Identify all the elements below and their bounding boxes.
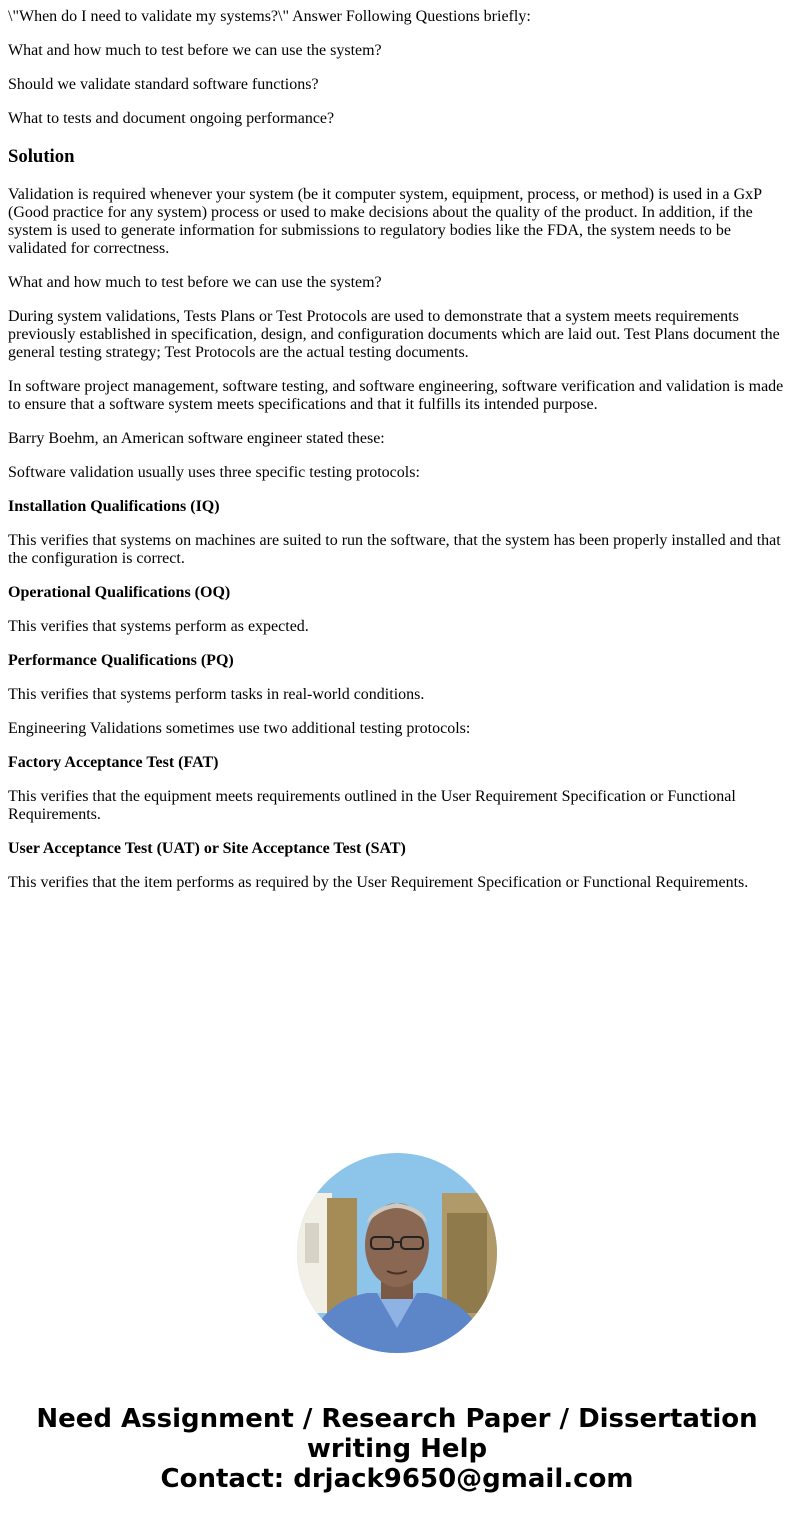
solution-paragraph-1: Validation is required whenever your system (be it computer system, equipment, process, or method) is used in a GxP (Good practice for any system) process or used to make decisions about the quality of the product. In addition, if the system is used to generate information for submissions to regulatory bodies like the FDA, the system needs to be validated for correctness.: [8, 186, 762, 257]
solution-paragraph-2: What and how much to test before we can use the system?: [8, 274, 382, 291]
iq-text: This verifies that systems on machines are suited to run the software, that the system has been properly installed and that the configuration is correct.: [8, 532, 781, 567]
tutor-avatar: [297, 1153, 497, 1353]
pq-title: Performance Qualifications (PQ): [8, 652, 234, 669]
question-3: What to tests and document ongoing performance?: [8, 110, 335, 127]
article-content: [8, 8, 786, 908]
promo-line-2: writing Help: [306, 1434, 488, 1464]
solution-paragraph-6: Software validation usually uses three specific testing protocols:: [8, 464, 420, 481]
uat-text: This verifies that the item performs as required by the User Requirement Specification or Functional Requirements.: [8, 874, 749, 891]
pq-text: This verifies that systems perform tasks in real-world conditions.: [8, 686, 425, 703]
promo-line-1: Need Assignment / Research Paper / Dissertation: [36, 1404, 758, 1434]
question-1: What and how much to test before we can use the system?: [8, 42, 382, 59]
iq-title: Installation Qualifications (IQ): [8, 498, 220, 515]
tutor-portrait-image: [297, 1153, 497, 1353]
question-2: Should we validate standard software functions?: [8, 76, 319, 93]
solution-paragraph-5: Barry Boehm, an American software engineer stated these:: [8, 430, 385, 447]
oq-title: Operational Qualifications (OQ): [8, 584, 231, 601]
promo-banner: [0, 1404, 794, 1494]
uat-title: User Acceptance Test (UAT) or Site Acceptance Test (SAT): [8, 840, 406, 857]
solution-heading: Solution: [8, 146, 75, 167]
oq-text: This verifies that systems perform as expected.: [8, 618, 309, 635]
solution-paragraph-3: During system validations, Tests Plans or Test Protocols are used to demonstrate that a system meets requirements previously established in specification, design, and configuration documents which are laid out. Test Plans document the general testing strategy; Test Protocols are the actual testing documents.: [8, 308, 780, 361]
fat-title: Factory Acceptance Test (FAT): [8, 754, 219, 771]
promo-contact[interactable]: Contact: drjack9650@gmail.com: [160, 1464, 634, 1494]
fat-text: This verifies that the equipment meets requirements outlined in the User Requirement Specification or Functional Requirements.: [8, 788, 736, 823]
solution-paragraph-7: Engineering Validations sometimes use two additional testing protocols:: [8, 720, 471, 737]
solution-paragraph-4: In software project management, software testing, and software engineering, software verification and validation is made to ensure that a software system meets specifications and that it fulfills its intended purpose.: [8, 378, 784, 413]
question-intro: \"When do I need to validate my systems?\" Answer Following Questions briefly:: [8, 8, 531, 25]
